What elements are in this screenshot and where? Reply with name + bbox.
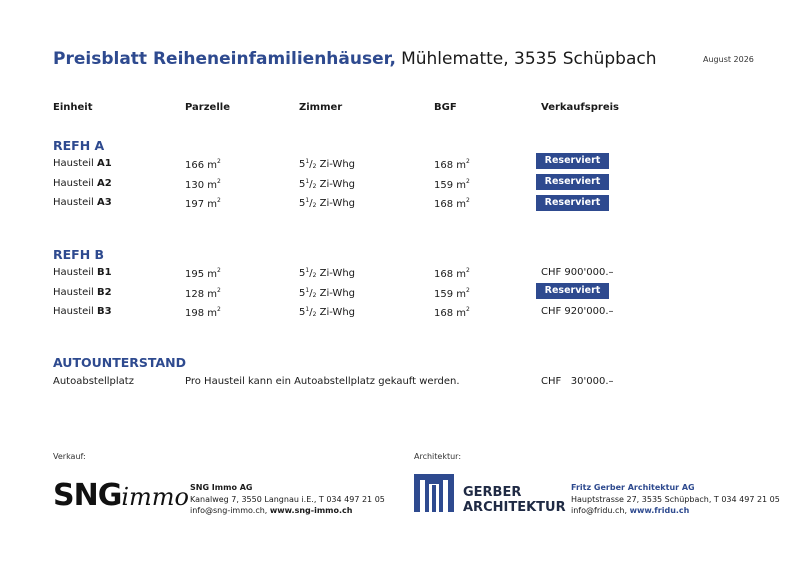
sales-label: Verkauf:: [53, 452, 86, 461]
half-fraction: $^1$/2: [305, 158, 317, 170]
col-header-unit: Einheit: [53, 102, 93, 113]
date-label: August 2026: [703, 55, 754, 64]
sng-logo: [53, 478, 189, 513]
rooms-value: [299, 158, 355, 170]
parcel-value: 195 m: [185, 269, 218, 280]
bgf-value: 168 m: [434, 269, 467, 280]
architecture-email[interactable]: info@fridu.ch,: [571, 506, 628, 515]
unit-superscript: 2: [466, 197, 470, 204]
rooms-value: [299, 287, 355, 299]
rooms-rest: Zi-Whg: [319, 159, 355, 170]
frac-den: 2: [312, 202, 317, 209]
unit-prefix: Hausteil: [53, 158, 94, 169]
unit-superscript: 2: [217, 287, 221, 294]
frac-den: 2: [312, 292, 317, 299]
reserved-badge: Reserviert: [536, 283, 609, 299]
rooms-rest: Zi-Whg: [319, 268, 355, 279]
frac-den: 2: [312, 163, 317, 170]
col-header-rooms: Zimmer: [299, 102, 343, 113]
table-row-unit: [53, 197, 112, 208]
unit-prefix: Hausteil: [53, 306, 94, 317]
price-value: CHF 900'000.–: [541, 267, 614, 278]
gerber-logo-icon: [414, 474, 454, 512]
unit-superscript: 2: [217, 178, 221, 185]
bgf-value: 168 m: [434, 160, 467, 171]
sng-logo-sub: immo: [121, 483, 189, 511]
half-fraction: $^1$/2: [305, 287, 317, 299]
parcel-value: 197 m: [185, 199, 218, 210]
bgf-value: 168 m: [434, 199, 467, 210]
col-header-bgf: BGF: [434, 102, 457, 113]
unit-prefix: Hausteil: [53, 267, 94, 278]
rooms-int: 5: [299, 268, 306, 279]
unit-id: A2: [97, 178, 112, 189]
half-fraction: $^1$/2: [305, 267, 317, 279]
parcel-value: 198 m: [185, 308, 218, 319]
parcel-area: [185, 178, 221, 191]
unit-prefix: Hausteil: [53, 287, 94, 298]
parcel-area: [185, 287, 221, 300]
frac-num: 1: [305, 287, 310, 294]
frac-num: 1: [305, 267, 310, 274]
bgf-area: [434, 158, 470, 171]
carport-description: Pro Hausteil kann ein Autoabstellplatz gekauft werden.: [185, 376, 460, 387]
rooms-value: [299, 306, 355, 318]
bgf-value: 159 m: [434, 289, 467, 300]
unit-superscript: 2: [466, 267, 470, 274]
frac-den: 2: [312, 183, 317, 190]
carport-label: Autoabstellplatz: [53, 376, 134, 387]
bgf-area: [434, 287, 470, 300]
bgf-area: [434, 267, 470, 280]
section-title-refh-b: REFH B: [53, 247, 105, 262]
rooms-value: [299, 197, 355, 209]
table-row-unit: [53, 158, 112, 169]
page-title: [53, 49, 657, 69]
rooms-value: [299, 267, 355, 279]
rooms-int: 5: [299, 307, 306, 318]
unit-id: A3: [97, 197, 112, 208]
gerber-logo-line1: GERBER: [463, 485, 522, 500]
unit-superscript: 2: [466, 306, 470, 313]
half-fraction: $^1$/2: [305, 197, 317, 209]
col-header-price: Verkaufspreis: [541, 102, 619, 113]
frac-den: 2: [312, 272, 317, 279]
sng-logo-main: SNG: [53, 478, 122, 513]
unit-id: A1: [97, 158, 112, 169]
sales-online: [190, 505, 385, 517]
rooms-value: [299, 178, 355, 190]
half-fraction: $^1$/2: [305, 178, 317, 190]
col-header-parcel: Parzelle: [185, 102, 230, 113]
section-title-carport: AUTOUNTERSTAND: [53, 355, 186, 370]
parcel-area: [185, 197, 221, 210]
table-row-unit: [53, 178, 112, 189]
rooms-rest: Zi-Whg: [319, 179, 355, 190]
table-row-unit: [53, 306, 112, 317]
unit-superscript: 2: [466, 158, 470, 165]
unit-id: B3: [97, 306, 112, 317]
carport-price: CHF 30'000.–: [541, 376, 614, 387]
half-fraction: $^1$/2: [305, 306, 317, 318]
unit-superscript: 2: [466, 287, 470, 294]
unit-superscript: 2: [217, 197, 221, 204]
unit-superscript: 2: [217, 306, 221, 313]
unit-id: B1: [97, 267, 112, 278]
architecture-online: [571, 505, 780, 517]
frac-num: 1: [305, 158, 310, 165]
rooms-int: 5: [299, 159, 306, 170]
sales-website-link[interactable]: www.sng-immo.ch: [269, 506, 353, 515]
frac-den: 2: [312, 311, 317, 318]
rooms-rest: Zi-Whg: [319, 307, 355, 318]
architecture-website-link[interactable]: www.fridu.ch: [629, 506, 690, 515]
bgf-area: [434, 178, 470, 191]
architecture-label: Architektur:: [414, 452, 462, 461]
rooms-int: 5: [299, 288, 306, 299]
architecture-address: Hauptstrasse 27, 3535 Schüpbach, T 034 497 21 05: [571, 494, 780, 504]
parcel-area: [185, 306, 221, 319]
bgf-area: [434, 197, 470, 210]
unit-id: B2: [97, 287, 112, 298]
parcel-value: 128 m: [185, 289, 218, 300]
table-row-unit: [53, 267, 112, 278]
sales-email[interactable]: info@sng-immo.ch,: [190, 506, 268, 515]
parcel-value: 166 m: [185, 160, 218, 171]
parcel-area: [185, 158, 221, 171]
parcel-area: [185, 267, 221, 280]
unit-prefix: Hausteil: [53, 197, 94, 208]
title-location: Mühlematte, 3535 Schüpbach: [401, 49, 657, 69]
sales-contact: [190, 482, 385, 517]
rooms-rest: Zi-Whg: [319, 198, 355, 209]
reserved-badge: Reserviert: [536, 195, 609, 211]
sales-address: Kanalweg 7, 3550 Langnau i.E., T 034 497 21 05: [190, 494, 385, 504]
bgf-value: 159 m: [434, 180, 467, 191]
rooms-int: 5: [299, 179, 306, 190]
unit-superscript: 2: [466, 178, 470, 185]
title-bold: Preisblatt Reiheneinfamilienhäuser,: [53, 49, 396, 69]
rooms-rest: Zi-Whg: [319, 288, 355, 299]
rooms-int: 5: [299, 198, 306, 209]
table-row-unit: [53, 287, 112, 298]
gerber-logo-line2: ARCHITEKTUR: [463, 500, 566, 515]
reserved-badge: Reserviert: [536, 174, 609, 190]
unit-prefix: Hausteil: [53, 178, 94, 189]
architecture-contact: [571, 482, 780, 517]
frac-num: 1: [305, 306, 310, 313]
price-value: CHF 920'000.–: [541, 306, 614, 317]
section-title-refh-a: REFH A: [53, 138, 105, 153]
bgf-area: [434, 306, 470, 319]
unit-superscript: 2: [217, 267, 221, 274]
bgf-value: 168 m: [434, 308, 467, 319]
gerber-logo-text: [463, 485, 566, 515]
sales-company: SNG Immo AG: [190, 483, 253, 492]
unit-superscript: 2: [217, 158, 221, 165]
frac-num: 1: [305, 197, 310, 204]
parcel-value: 130 m: [185, 180, 218, 191]
architecture-company: Fritz Gerber Architektur AG: [571, 483, 695, 492]
reserved-badge: Reserviert: [536, 153, 609, 169]
frac-num: 1: [305, 178, 310, 185]
